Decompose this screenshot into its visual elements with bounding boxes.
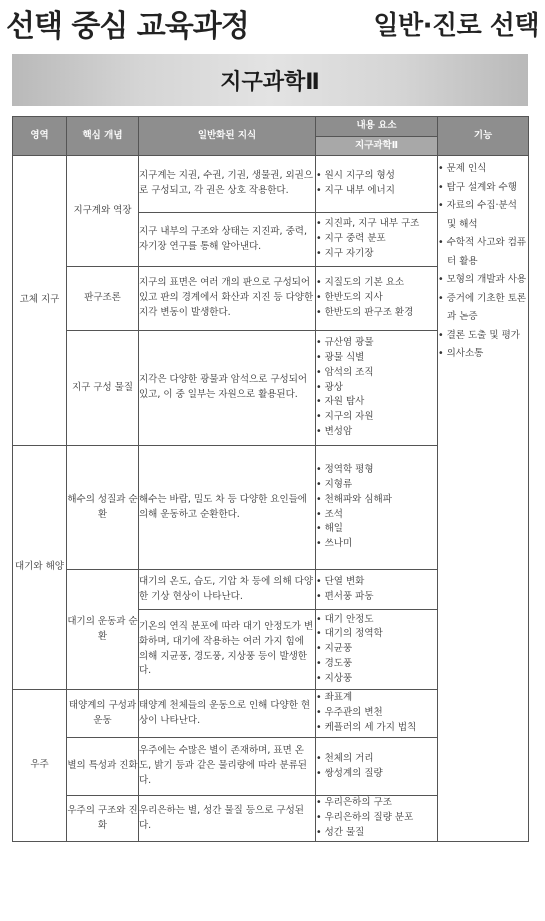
skill-item: • 결론 도출 및 평가 [438,327,528,346]
content-element-item: • 천해파와 심해파 [316,493,437,508]
content-elements-list [316,575,437,604]
content-element-item: • 케플러의 세 가지 법칙 [316,721,437,736]
general-knowledge-cell: 지구 내부의 구조와 상태는 지진파, 중력, 자기장 연구를 통해 알아낸다. [139,213,316,267]
content-element-item: • 지상풍 [316,672,437,687]
general-knowledge-cell: 대기의 온도, 습도, 기압 차 등에 의해 다양한 기상 현상이 나타난다. [139,570,316,610]
content-elements-list [316,691,437,735]
content-elements-list [316,169,437,198]
content-element-item: • 변성암 [316,425,437,440]
content-element-item: • 경도풍 [316,657,437,672]
content-element-item: • 지구 내부 에너지 [316,184,437,199]
content-elements-cell [316,610,438,690]
content-elements-cell [316,213,438,267]
area-cell: 대기와 해양 [13,446,67,690]
content-elements-list [316,752,437,781]
skill-item: • 수학적 사고와 컴퓨터 활용 [438,234,528,271]
content-element-item: • 암석의 조직 [316,366,437,381]
content-element-item: • 광상 [316,381,437,396]
content-elements-cell [316,267,438,331]
content-element-item: • 지형류 [316,478,437,493]
content-elements-cell [316,570,438,610]
content-element-item: • 성간 물질 [316,826,437,841]
content-element-item: • 원시 지구의 형성 [316,169,437,184]
general-knowledge-cell: 우리은하는 별, 성간 물질 등으로 구성된다. [139,796,316,842]
general-knowledge-cell: 우주에는 수많은 별이 존재하며, 표면 온도, 밝기 등과 같은 물리량에 따라 분류된다. [139,738,316,796]
content-element-item: • 단열 변화 [316,575,437,590]
content-element-item: • 자원 탐사 [316,395,437,410]
content-element-item: • 지구의 자원 [316,410,437,425]
concept-cell: 대기의 운동과 순환 [67,570,139,690]
skills-cell [438,156,529,842]
content-elements-cell [316,446,438,570]
document-header [6,0,541,46]
header-general: 일반화된 지식 [139,117,316,156]
content-elements-list [316,336,437,439]
content-elements-cell [316,331,438,446]
skill-item: • 의사소통 [438,345,528,364]
general-knowledge-cell: 태양계 천체들의 운동으로 인해 다양한 현상이 나타난다. [139,690,316,738]
subject-title: 지구과학Ⅱ [220,69,320,95]
content-elements-list [316,796,437,840]
general-knowledge-cell: 지구계는 지권, 수권, 기권, 생물권, 외권으로 구성되고, 각 권은 상호 작용한다. [139,156,316,213]
content-elements-cell [316,690,438,738]
skill-item: • 모형의 개발과 사용 [438,271,528,290]
table-row [13,156,529,213]
content-element-item: • 지구 중력 분포 [316,232,437,247]
content-element-item: • 규산염 광물 [316,336,437,351]
content-element-item: • 지구 자기장 [316,247,437,262]
curriculum-table [12,116,529,842]
concept-cell: 해수의 성질과 순환 [67,446,139,570]
skill-item: • 증거에 기초한 토론과 논증 [438,290,528,327]
area-cell: 우주 [13,690,67,842]
content-element-item: • 우리은하의 구조 [316,796,437,811]
content-element-item: • 쓰나미 [316,537,437,552]
content-element-item: • 한반도의 지사 [316,291,437,306]
content-element-item: • 지질도의 기본 요소 [316,276,437,291]
general-knowledge-cell: 해수는 바람, 밀도 차 등 다양한 요인들에 의해 운동하고 순환한다. [139,446,316,570]
area-cell: 고체 지구 [13,156,67,446]
header-concept: 핵심 개념 [67,117,139,156]
content-element-item: • 우리은하의 질량 분포 [316,811,437,826]
content-elements-list [316,463,437,551]
content-elements-list [316,613,437,687]
concept-cell: 우주의 구조와 진화 [67,796,139,842]
concept-cell: 지구 구성 물질 [67,331,139,446]
concept-cell: 지구계와 역장 [67,156,139,267]
skill-item: • 탐구 설계와 수행 [438,179,528,198]
content-element-item: • 광물 식별 [316,351,437,366]
content-element-item: • 대기의 정역학 [316,627,437,642]
content-element-item: • 해일 [316,522,437,537]
content-element-item: • 쌍성계의 질량 [316,767,437,782]
header-area: 영역 [13,117,67,156]
content-element-item: • 지진파, 지구 내부 구조 [316,217,437,232]
content-element-item: • 한반도의 판구조 환경 [316,306,437,321]
document-track: 일반·진로 선택 [373,10,539,41]
skills-list [438,160,528,364]
content-elements-list [316,276,437,320]
content-element-item: • 편서풍 파동 [316,590,437,605]
content-element-item: • 대기 안정도 [316,613,437,628]
content-element-item: • 좌표계 [316,691,437,706]
content-element-item: • 천체의 거리 [316,752,437,767]
header-skill: 기능 [438,117,529,156]
concept-cell: 별의 특성과 진화 [67,738,139,796]
general-knowledge-cell: 지구의 표면은 여러 개의 판으로 구성되어 있고 판의 경계에서 화산과 지진 등 다양한 지각 변동이 발생한다. [139,267,316,331]
document-title: 선택 중심 교육과정 [6,9,249,44]
content-elements-cell [316,156,438,213]
concept-cell: 태양계의 구성과 운동 [67,690,139,738]
content-element-item: • 정역학 평형 [316,463,437,478]
content-element-item: • 조석 [316,508,437,523]
skill-item: • 자료의 수집·분석 및 해석 [438,197,528,234]
content-elements-cell [316,796,438,842]
content-element-item: • 지균풍 [316,642,437,657]
content-elements-cell [316,738,438,796]
content-elements-list [316,217,437,261]
header-content-sub: 지구과학Ⅱ [316,137,438,156]
subject-banner [12,54,528,106]
skill-item: • 문제 인식 [438,160,528,179]
general-knowledge-cell: 지각은 다양한 광물과 암석으로 구성되어 있고, 이 중 일부는 자원으로 활용된다. [139,331,316,446]
concept-cell: 판구조론 [67,267,139,331]
content-element-item: • 우주관의 변천 [316,706,437,721]
header-content: 내용 요소 [316,117,438,137]
general-knowledge-cell: 기온의 연직 분포에 따라 대기 안정도가 변화하며, 대기에 작용하는 여러 가지 힘에 의해 지균풍, 경도풍, 지상풍 등이 발생한다. [139,610,316,690]
